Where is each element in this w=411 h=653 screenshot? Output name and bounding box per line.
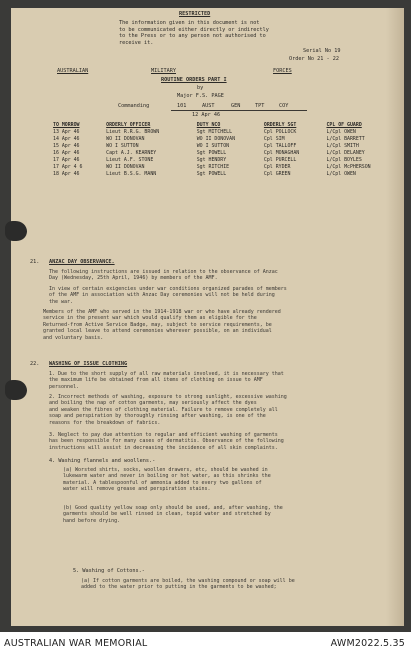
unit-tpt: TPT	[255, 103, 265, 109]
row-cpl-of-guard: L/Cpl SMITH	[326, 142, 359, 149]
section-21-number: 21.	[30, 259, 40, 265]
row-duty-nco: Sgt RITCHIE	[196, 163, 230, 170]
row-cpl-of-guard: L/Cpl McPHERSON	[326, 163, 371, 170]
row-date: 13 Apr 46	[53, 128, 80, 135]
by-label: by	[197, 85, 204, 91]
commander-name: Major F.S. PAGE	[177, 93, 224, 99]
row-orderly-officer: Capt A.J. KEARNEY	[106, 149, 157, 156]
text-line: Returned-from Active Service Badge, may, subject to service requirements, be	[43, 321, 272, 328]
archive-source-label: AUSTRALIAN WAR MEMORIAL	[4, 638, 148, 649]
section-21-title: ANZAC DAY OBSERVANCE.	[49, 259, 115, 265]
text-line: lukewarm water and never in boiling or hot water, as this shrinks the	[63, 473, 271, 480]
restriction-notice-line-1: The information given in this document is not	[119, 20, 260, 26]
text-line: hand before drying.	[63, 517, 121, 524]
row-date: 16 Apr 46	[53, 149, 80, 156]
row-orderly-officer: Lieut A.F. STONE	[106, 156, 154, 163]
section-21-paragraph-1	[49, 269, 399, 282]
serial-number: Serial No 19	[303, 48, 341, 54]
row-date: 14 Apr 46	[53, 135, 80, 142]
punch-hole-bottom	[5, 380, 27, 400]
punch-hole-top	[5, 221, 27, 241]
title-forces: FORCES	[273, 68, 292, 74]
row-orderly-sgt: Cpl TALLOFF	[263, 142, 297, 149]
title-military: MILITARY	[151, 68, 176, 74]
text-line: water will remove grease and perspiration stains.	[63, 486, 211, 493]
row-duty-nco: WO II DONOVAN	[196, 135, 236, 142]
document-page	[11, 8, 404, 626]
unit-coy: COY	[279, 103, 289, 109]
restriction-notice-line-4: receive it.	[119, 39, 154, 46]
row-orderly-officer: WO II DONOVAN	[106, 135, 145, 142]
row-orderly-sgt: Cpl PURCELL	[263, 156, 297, 163]
row-cpl-of-guard: L/Cpl BOYLES	[326, 156, 362, 163]
row-duty-nco: Sgt MITCHELL	[196, 128, 233, 135]
header-orderly-officer: ORDERLY OFFICER	[106, 121, 151, 128]
header-orderly-sgt: ORDERLY SGT	[263, 121, 297, 128]
section-22-item-4-title: 4. Washing flannels and woollens.-	[49, 458, 156, 464]
text-line: (a) Worsted shirts, socks, woollen drawers, etc, should be washed in	[63, 467, 268, 473]
row-orderly-sgt: Cpl RYDER	[263, 163, 291, 170]
row-orderly-officer: WO II DONOVAN	[106, 163, 145, 170]
text-line: In view of certain exigencies under war conditions organized parades of members	[49, 286, 287, 292]
row-duty-nco: Sgt POWELL	[196, 170, 227, 177]
unit-gen: GEN	[231, 103, 241, 109]
section-21-paragraph-3	[43, 309, 399, 341]
table-row	[51, 170, 401, 177]
routine-orders-title: ROUTINE ORDERS PART I	[161, 77, 227, 83]
row-cpl-of-guard: L/Cpl DELANEY	[326, 149, 365, 156]
unit-aust: AUST	[202, 103, 215, 109]
row-orderly-officer: Lieut B.S.G. MANN	[106, 170, 157, 177]
text-line: and boiling the nap of cotton garments, may seriously affect the dyes	[49, 400, 257, 407]
text-line: the maximum life be obtained from all items of clothing on issue to AMF	[49, 377, 263, 384]
row-orderly-sgt: Cpl GREEN	[263, 170, 291, 177]
section-22-item-4a	[63, 467, 399, 493]
section-22-paragraph-2	[49, 394, 399, 426]
row-date: 15 Apr 46	[53, 142, 80, 149]
text-line: garments should be well rinsed in clean, tepid water and stretched by	[63, 511, 271, 518]
row-duty-nco: WO I SUTTON	[196, 142, 230, 149]
row-duty-nco: Sgt POWELL	[196, 149, 227, 156]
text-line: added to the water prior to putting in the garments to be washed;	[81, 584, 277, 591]
text-line: reasons for the breakdown of fabrics.	[49, 419, 161, 426]
row-cpl-of-guard: L/Cpl BARRETT	[326, 135, 365, 142]
table-row	[51, 142, 401, 149]
table-row	[51, 149, 401, 156]
text-line: (a) If cotton garments are boiled, the washing compound or soap will be	[81, 578, 295, 584]
section-22-paragraph-1	[49, 371, 399, 390]
title-australian: AUSTRALIAN	[57, 68, 89, 74]
section-22-title: WASHING OF ISSUE CLOTHING	[49, 361, 128, 367]
text-line: granted local leave to attend ceremonies wherever possible, on an individual	[43, 328, 272, 335]
section-22-item-5-title: 5. Washing of Cottons.-	[73, 568, 145, 574]
text-line: The following instructions are issued in relation to the observance of Anzac	[49, 269, 278, 275]
text-line: and voluntary basis.	[43, 334, 104, 341]
table-row	[51, 156, 401, 163]
text-line: soap and perspiration by thoroughly rinsing after washing, is one of the	[49, 413, 266, 420]
header-cpl-of-guard: CPL OF GUARD	[326, 121, 362, 128]
table-row	[51, 128, 401, 135]
text-line: of the AMF in association with Anzac Day ceremonies will not be held during	[49, 292, 275, 299]
row-date: 17 Apr 4 6	[53, 163, 83, 170]
text-line: (b) Good quality yellow soap only should be used, and, after washing, the	[63, 505, 283, 511]
text-line: 2. Incorrect methods of washing, exposure to strong sunlight, excessive washing	[49, 394, 287, 400]
restriction-notice-line-3: to the Press or to any person not authorised to	[119, 33, 266, 40]
header-duty-nco: DUTY NCO	[196, 121, 221, 128]
row-orderly-sgt: Cpl MONAGHAN	[263, 149, 300, 156]
row-duty-nco: Sgt HENDRY	[196, 156, 227, 163]
order-date: 12 Apr 46	[192, 112, 221, 118]
row-cpl-of-guard: L/Cpl OWEN	[326, 170, 356, 177]
text-line: service in the present war which would qualify them as eligible for the	[43, 315, 257, 322]
text-line: and weaken the fibres of clothing material. Failure to remove completely all	[49, 406, 278, 413]
text-line: Members of the AMF who served in the 1914-1918 war or who have already rendered	[43, 309, 281, 315]
row-cpl-of-guard: L/Cpl OWEN	[326, 128, 356, 135]
table-row	[51, 163, 401, 170]
order-number: Order No 21 - 22	[289, 56, 339, 62]
text-line: Day (Wednesday, 25th April, 1946) by members of the AMF.	[49, 275, 218, 282]
unit-underline	[171, 110, 307, 111]
text-line: has been responsible for many cases of dermatitis. Observance of the following	[49, 438, 284, 445]
row-date: 18 Apr 46	[53, 170, 80, 177]
section-22-number: 22.	[30, 361, 40, 367]
text-line: instructions will assist in decreasing the incidence of all skin complaints.	[49, 444, 278, 451]
archive-reference-number: AWM2022.5.35	[330, 638, 405, 649]
classification-heading: RESTRICTED	[179, 11, 211, 17]
row-orderly-officer: Lieut R.R.G. BROWN	[106, 128, 160, 135]
text-line: 1. Due to the short supply of all raw materials involved, it is necessary that	[49, 371, 284, 377]
section-22-item-4b	[63, 505, 399, 524]
row-orderly-sgt: Cpl POLLOCK	[263, 128, 297, 135]
restriction-notice-line-2: to be communicated either directly or indirectly	[119, 26, 269, 33]
section-22-paragraph-3	[49, 432, 399, 451]
table-row	[51, 135, 401, 142]
commanding-label: Commanding	[118, 103, 150, 109]
text-line: 3. Neglect to pay due attention to regular and efficient washing of garments	[49, 432, 278, 438]
duty-roster-table	[51, 121, 401, 177]
section-21-paragraph-2	[49, 286, 399, 305]
duty-table-header-row	[51, 121, 401, 128]
row-orderly-sgt: Cpl SIM	[263, 135, 285, 142]
text-line: material. A tablespoonful of ammonia added to every two gallons of	[63, 479, 262, 486]
section-22-item-5a	[81, 578, 399, 591]
text-line: personnel.	[49, 383, 80, 390]
row-date: 17 Apr 46	[53, 156, 80, 163]
unit-number: 101	[177, 103, 187, 109]
row-orderly-officer: WO I SUTTON	[106, 142, 139, 149]
text-line: the war.	[49, 298, 74, 305]
header-date: TO MORROW	[53, 121, 80, 128]
